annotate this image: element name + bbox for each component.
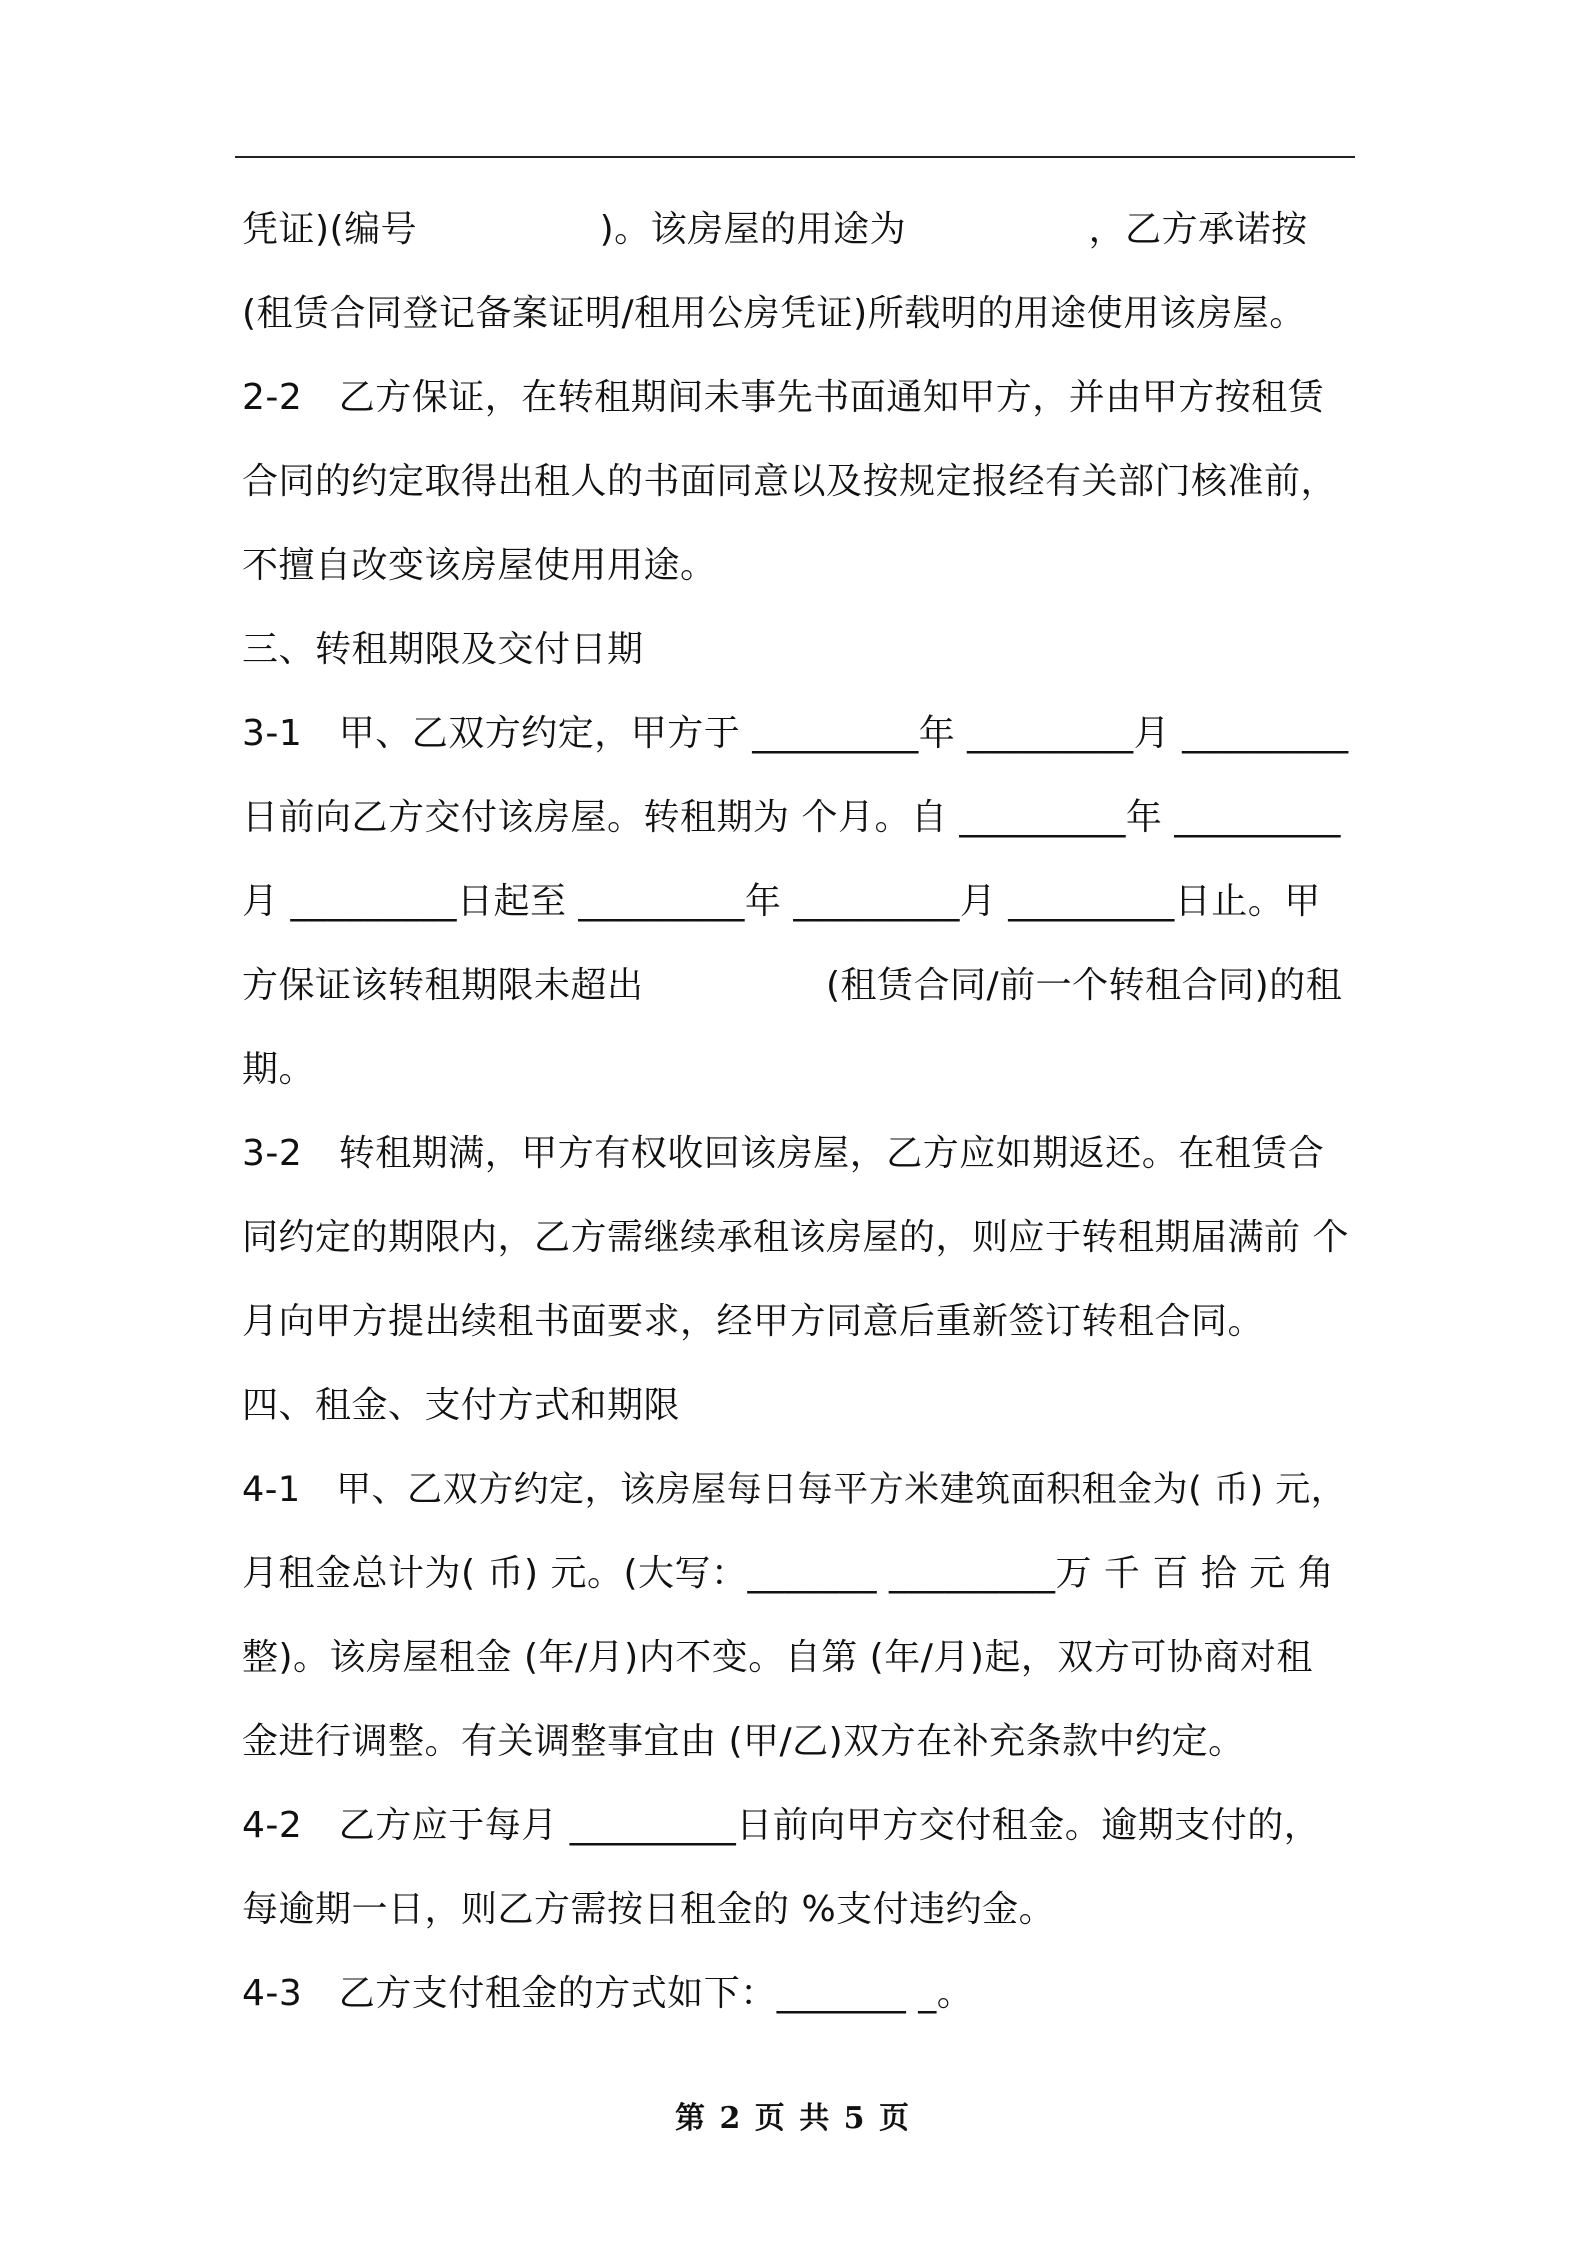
section-heading: 三、转租期限及交付日期 [242,629,644,670]
body-line: 4-1 甲、乙双方约定，该房屋每日每平方米建筑面积租金为( 币) 元， [242,1470,1347,1510]
body-line: 2-2 乙方保证，在转租期间未事先书面通知甲方，并由甲方按租赁 [242,377,1325,418]
body-line: (租赁合同登记备案证明/租用公房凭证)所载明的用途使用该房屋。 [242,293,1306,334]
body-line: 凭证)(编号 )。该房屋的用途为 ，乙方承诺按 [242,209,1308,250]
body-line: 不擅自改变该房屋使用用途。 [242,545,717,586]
body-line: 月向甲方提出续租书面要求，经甲方同意后重新签订转租合同。 [242,1301,1265,1342]
body-line: 日前向乙方交付该房屋。转租期为 个月。自 _________年 _________ [242,797,1341,838]
body-line: 整)。该房屋租金 (年/月)内不变。自第 (年/月)起，双方可协商对租 [242,1637,1313,1678]
body-line: 每逾期一日，则乙方需按日租金的 %支付违约金。 [242,1889,1056,1930]
header-rule [235,156,1355,158]
body-line: 4-2 乙方应于每月 _________日前向甲方交付租金。逾期支付的， [242,1805,1321,1846]
section-heading: 四、租金、支付方式和期限 [242,1385,681,1426]
body-line: 月租金总计为( 币) 元。(大写：_______ _________万 千 百 拾 元 角 [242,1553,1335,1594]
page-number: 第 2 页 共 5 页 [675,2101,911,2136]
body-line: 期。 [242,1049,316,1090]
body-line: 同约定的期限内，乙方需继续承租该房屋的，则应于转租期届满前 个 [242,1217,1349,1258]
body-line: 3-2 转租期满，甲方有权收回该房屋，乙方应如期返还。在租赁合 [242,1133,1325,1174]
body-line: 3-1 甲、乙双方约定，甲方于 _________年 _________月 _________ [242,713,1349,754]
body-line: 月 _________日起至 _________年 _________月 _________日止。甲 [242,881,1321,922]
body-line: 金进行调整。有关调整事宜由 (甲/乙)双方在补充条款中约定。 [242,1721,1245,1762]
body-line: 合同的约定取得出租人的书面同意以及按规定报经有关部门核准前， [242,461,1338,502]
body-line: 4-3 乙方支付租金的方式如下：_______ _。 [242,1973,974,2014]
body-line: 方保证该转租期限未超出 (租赁合同/前一个转租合同)的租 [242,965,1343,1006]
